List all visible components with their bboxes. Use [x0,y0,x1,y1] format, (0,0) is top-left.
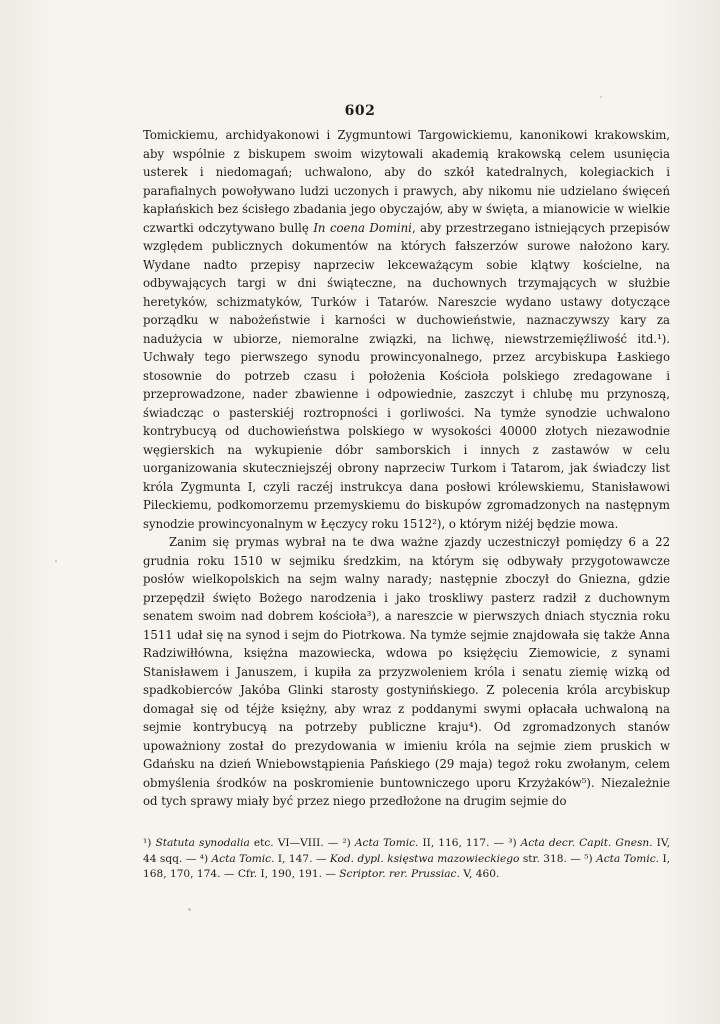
text-segment: Tomickiemu, archidyakonowi i Zygmuntowi Targowickiemu, kanonikowi krakowskim, aby wspólnie z biskupem swoim wizytowali akademią krakowską celem usunięcia usterek i niedomagań; uchwalono, aby do szkół katedralnych, kolegiackich i parafialnych powoływano ludzi uczonych i prawych, aby nikomu nie udzielano święceń kapłańskich bez ścisłego zbadania jego obyczajów, aby w święta, a mianowicie w wielkie czwartki odczytywano bullę [143,128,670,235]
footnote-segment-italic: Acta decr. Capit. Gnesn. [520,837,653,849]
footnote-segment: str. 318. — ⁵) [519,852,597,865]
paper-speck [55,560,57,562]
footnote-segment: I, 168, 170, 174. — Cfr. I, 190, 191. — [143,852,670,881]
footnote-segment-italic: Scriptor. rer. Prussiac. [339,868,460,881]
text-segment-italic: In coena Domini [313,220,412,235]
footnote-segment: II, 116, 117. — ³) [418,837,521,849]
paragraph-2 [143,533,670,811]
footnote-segment-italic: Acta Tomic. [596,852,660,865]
footnote-segment: I, 147. — [274,852,330,865]
footnote-segment-italic: Acta Tomic. [354,837,419,849]
text-segment: , aby przestrzegano istniejących przepisów względem publicznych dokumentów na których fałszerzów surowe nałożono kary. Wydane nadto przepisy naprzeciw lekceważącym sobie klątwy kościelne, na odbywających targi w dni świąteczne, na duchownych trzymających w służbie heretyków, schizmatyków, Turków i Tatarów. Nareszcie wydano ustawy dotyczące porządku w nabożeństwie i karności w duchowieństwie, naznaczywszy kary za nadużycia w ubiorze, niemoralne związki, na lichwę, niewstrzemięźliwość itd.¹). Uchwały tego pierwszego synodu prowincyonalnego, przez arcybiskupa Łaskiego stosownie do potrzeb czasu i położenia Kościoła polskiego zredagowane i przeprowadzone, nader zbawienne i odpowiednie, zaszczyt i chlubę mu przynoszą, świadcząc o pasterskiéj roztropności i gorliwości. Na tymże synodzie uchwalono kontrybucyą od duchowieństwa polskiego w wysokości 40000 złotych niezawodnie węgierskich na wykupienie dóbr samborskich i innych z zastawów w celu uorganizowania skuteczniejszéj obrony naprzeciw Turkom i Tatarom, jak świadczy list króla Zygmunta I, czyli raczéj instrukcya dana posłowi królewskiemu, Stanisławowi Pileckiemu, podkomorzemu przemyskiemu do biskupów zgromadzonych na następnym synodzie prowincyonalnym w Łęczycy roku 1512²), o którym niżéj będzie mowa. [143,220,671,531]
footnotes [143,836,670,883]
page-number: 602 [344,103,376,119]
footnote-segment-italic: Kod. dypl. księstwa mazowieckiego [329,852,520,865]
footnote-segment: etc. VI—VIII. — ²) [249,837,355,849]
footnote-segment: V, 460. [459,868,500,881]
paper-speck [600,96,602,98]
paper-speck [188,908,191,911]
text-segment: Zanim się prymas wybrał na te dwa ważne zjazdy uczestniczył pomiędzy 6 a 22 grudnia roku 1510 w sejmiku średzkim, na którym się odbywały przygotowawcze posłów wielkopolskich na sejm walny narady; następnie zboczył do Gniezna, gdzie przepędził święto Bożego narodzenia i jako troskliwy pasterz radził z duchownym senatem swoim nad dobrem kościoła³), a nareszcie w pierwszych dniach stycznia roku 1511 udał się na synod i sejm do Piotrkowa. Na tymże sejmie znajdowała się także Anna Radziwiłłówna, księżna mazowiecka, wdowa po księżęciu Ziemowicie, z synami Stanisławem i Januszem, i kupiła za przyzwoleniem króla i senatu ziemię wizką od spadkobierców Jakóba Glinki starosty gostynińskiego. Z polecenia króla arcybiskup domagał się od téjże księżny, aby wraz z poddanymi swymi opłacała uchwaloną na sejmie kontrybucyą na potrzeby publiczne kraju⁴). Od zgromadzonych stanów upoważniony został do prezydowania w imieniu króla na sejmie ziem pruskich w Gdańsku na dzień Wniebowstąpienia Pańskiego (29 maja) tegoż roku zwołanym, celem obmyślenia środków na poskromienie buntowniczego uporu Krzyżaków⁵). Niezależnie od tych sprawy miały być przez niego przedłożone na drugim sejmie do [143,535,670,808]
footnote-segment: ¹) [143,837,156,849]
footnote-segment: IV, 44 sqq. — ⁴) [143,837,671,865]
paragraph-1 [143,126,670,533]
footnote-segment-italic: Acta Tomic. [211,852,275,865]
body-text [143,126,670,811]
footnote-segment-italic: Statuta synodalia [155,837,250,849]
